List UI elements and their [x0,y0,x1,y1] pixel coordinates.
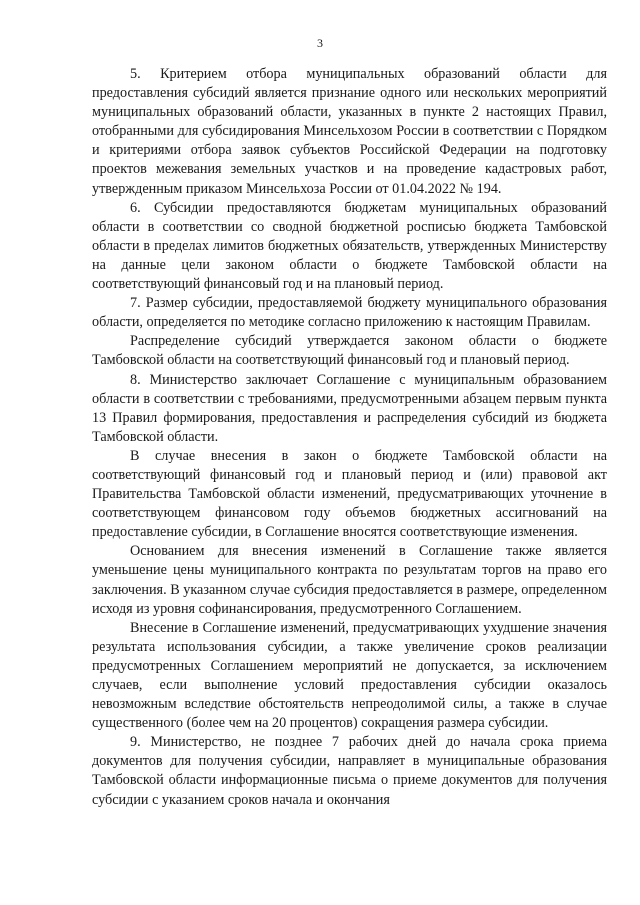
paragraph-8-agreement: 8. Министерство заключает Соглашение с муниципальным образованием области в соответствии с требованиями, предусмотренными абзацем первым пункта 13 Правил формирования, предоставления и распределения субсидий из бюджета Тамбовской области. [92,371,607,445]
paragraph-7-subsidy-size: 7. Размер субсидии, предоставляемой бюджету муниципального образования области, определяется по методике согласно приложению к настоящим Правилам. [92,295,607,331]
document-body [92,65,607,810]
paragraph-amendment-grounds: Основанием для внесения изменений в Соглашение также является уменьшение цены муниципального контракта по результатам торгов на право его заключения. В указанном случае субсидия предоставляется в размере, определенном исходя из уровня софинансирования, предусмотренного Соглашением. [92,543,607,617]
paragraph-9-notification: 9. Министерство, не позднее 7 рабочих дней до начала срока приема документов для получения субсидии, направляет в муниципальные образования Тамбовской области информационные письма о приеме документов для получения субсидии с указанием сроков начала и окончания [92,734,607,808]
paragraph-budget-changes: В случае внесения в закон о бюджете Тамбовской области на соответствующий финансовый год и плановый период и (или) правовой акт Правительства Тамбовской области изменений, предусматривающих уточнение в соответствующем финансовом году объемов бюджетных ассигнований на предоставление субсидии, в Соглашение вносятся соответствующие изменения. [92,447,607,541]
paragraph-amendment-restrictions: Внесение в Соглашение изменений, предусматривающих ухудшение значения результата использования субсидии, а также увеличение сроков реализации предусмотренных Соглашением мероприятий не допускается, за исключением случаев, если выполнение условий предоставления субсидии оказалось невозможным вследствие обстоятельств непреодолимой силы, а также в случае существенного (более чем на 20 процентов) сокращения размера субсидии. [92,619,607,732]
paragraph-distribution: Распределение субсидий утверждается законом области о бюджете Тамбовской области на соответствующий финансовый год и плановый период. [92,333,607,369]
paragraph-5-selection-criterion: 5. Критерием отбора муниципальных образований области для предоставления субсидий является признание одного или нескольких мероприятий муниципальных образований области, указанных в пункте 2 настоящих Правил, отобранными для субсидирования Минсельхозом России в соответствии с Порядком и критериями отбора заявок субъектов Российской Федерации на подготовку проектов межевания земельных участков и на проведение кадастровых работ, утвержденным приказом Минсельхоза России от 01.04.2022 № 194. [92,66,607,197]
page-number: 3 [317,36,323,50]
paragraph-6-budget-provision: 6. Субсидии предоставляются бюджетам муниципальных образований области в соответствии со сводной бюджетной росписью бюджета Тамбовской области в пределах лимитов бюджетных обязательств, утвержденных Министерству на данные цели законом области о бюджете Тамбовской области на соответствующий финансовый год и на плановый период. [92,199,607,293]
